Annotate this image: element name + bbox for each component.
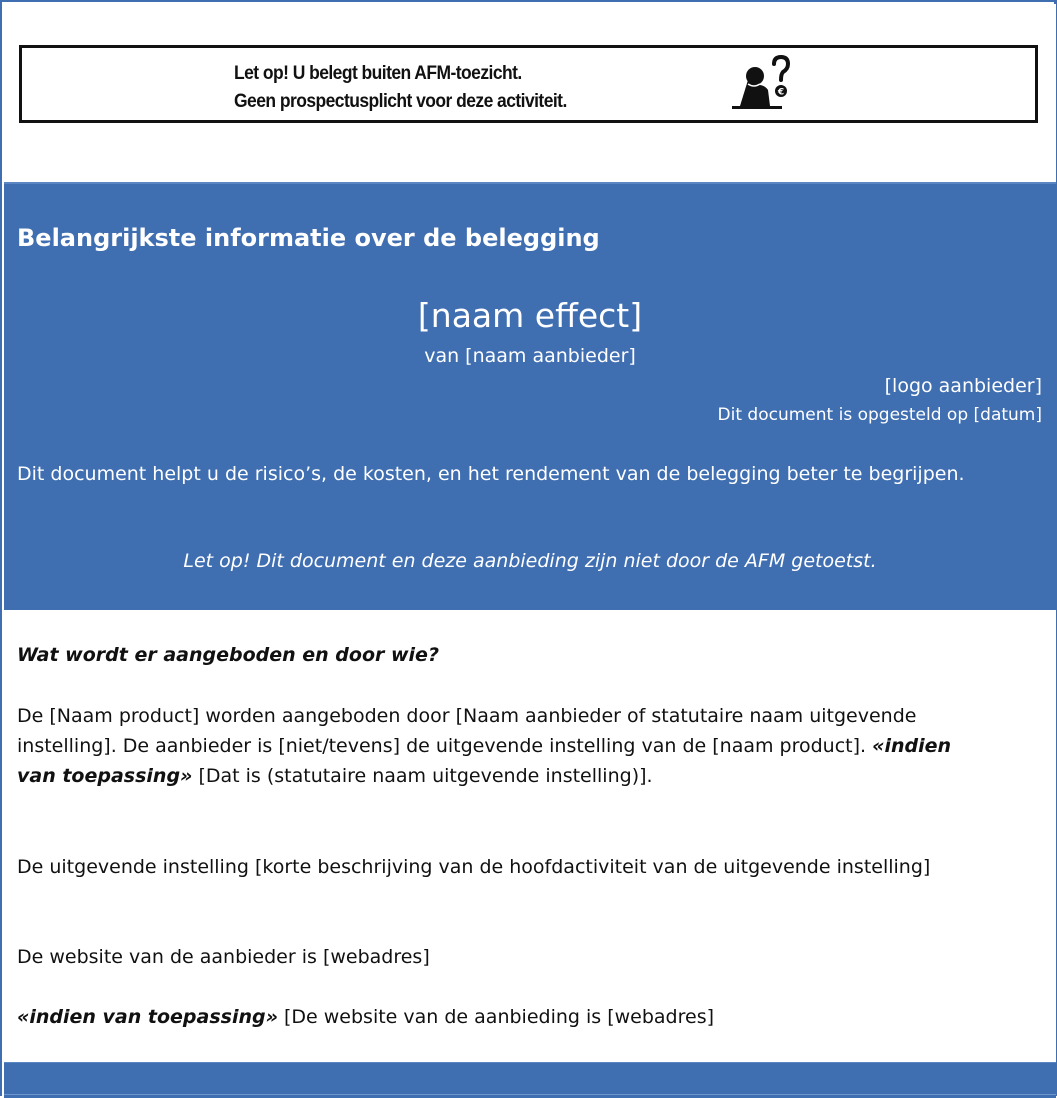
- warning-line-2: Geen prospectusplicht voor deze activiteit.: [234, 91, 567, 112]
- provider-name: van [naam aanbieder]: [424, 345, 636, 367]
- section-heading: Wat wordt er aangeboden en door wie?: [17, 644, 439, 666]
- offer-paragraph-3: De website van de aanbieder is [webadres]: [17, 946, 430, 968]
- confused-person-question-icon: [728, 54, 798, 116]
- offer-paragraph-4: [17, 1002, 996, 1032]
- document-date: Dit document is opgesteld op [datum]: [717, 405, 1042, 425]
- conditional-marker: «indien van toepassing»: [17, 1006, 278, 1028]
- warning-line-1: Let op! U belegt buiten AFM-toezicht.: [234, 63, 522, 84]
- paragraph-text: De [Naam product] worden aangeboden door [Naam aanbieder of statutaire naam uitgevende instelling]. De aanbieder is [niet/tevens] de uitgevende instelling van de [naam product].: [17, 705, 917, 757]
- paragraph-text: [De website van de aanbieding is [webadres]: [277, 1006, 715, 1028]
- bottom-band: [4, 1062, 1056, 1098]
- warning-section: [4, 4, 1056, 182]
- afm-warning-banner: [19, 45, 1038, 123]
- page-title: Belangrijkste informatie over de belegging: [17, 224, 600, 252]
- afm-notice: Let op! Dit document en deze aanbieding zijn niet door de AFM getoetst.: [183, 550, 877, 572]
- intro-text: Dit document helpt u de risico’s, de kosten, en het rendement van de belegging beter te begrijpen.: [17, 463, 965, 485]
- offer-paragraph-1: [17, 701, 996, 791]
- svg-text:€: €: [777, 87, 785, 98]
- product-name: [naam effect]: [417, 296, 643, 335]
- provider-logo-placeholder: [logo aanbieder]: [884, 375, 1042, 397]
- offer-section: [4, 610, 1056, 1062]
- warning-text: [234, 60, 567, 116]
- conditional-marker: «indien van toepassing»: [17, 735, 952, 787]
- paragraph-text: [Dat is (statutaire naam uitgevende instelling)].: [192, 765, 653, 787]
- key-information-band: [4, 182, 1056, 610]
- offer-paragraph-2: De uitgevende instelling [korte beschrijving van de hoofdactiviteit van de uitgevende instelling]: [17, 856, 931, 878]
- divider: [4, 1094, 1056, 1095]
